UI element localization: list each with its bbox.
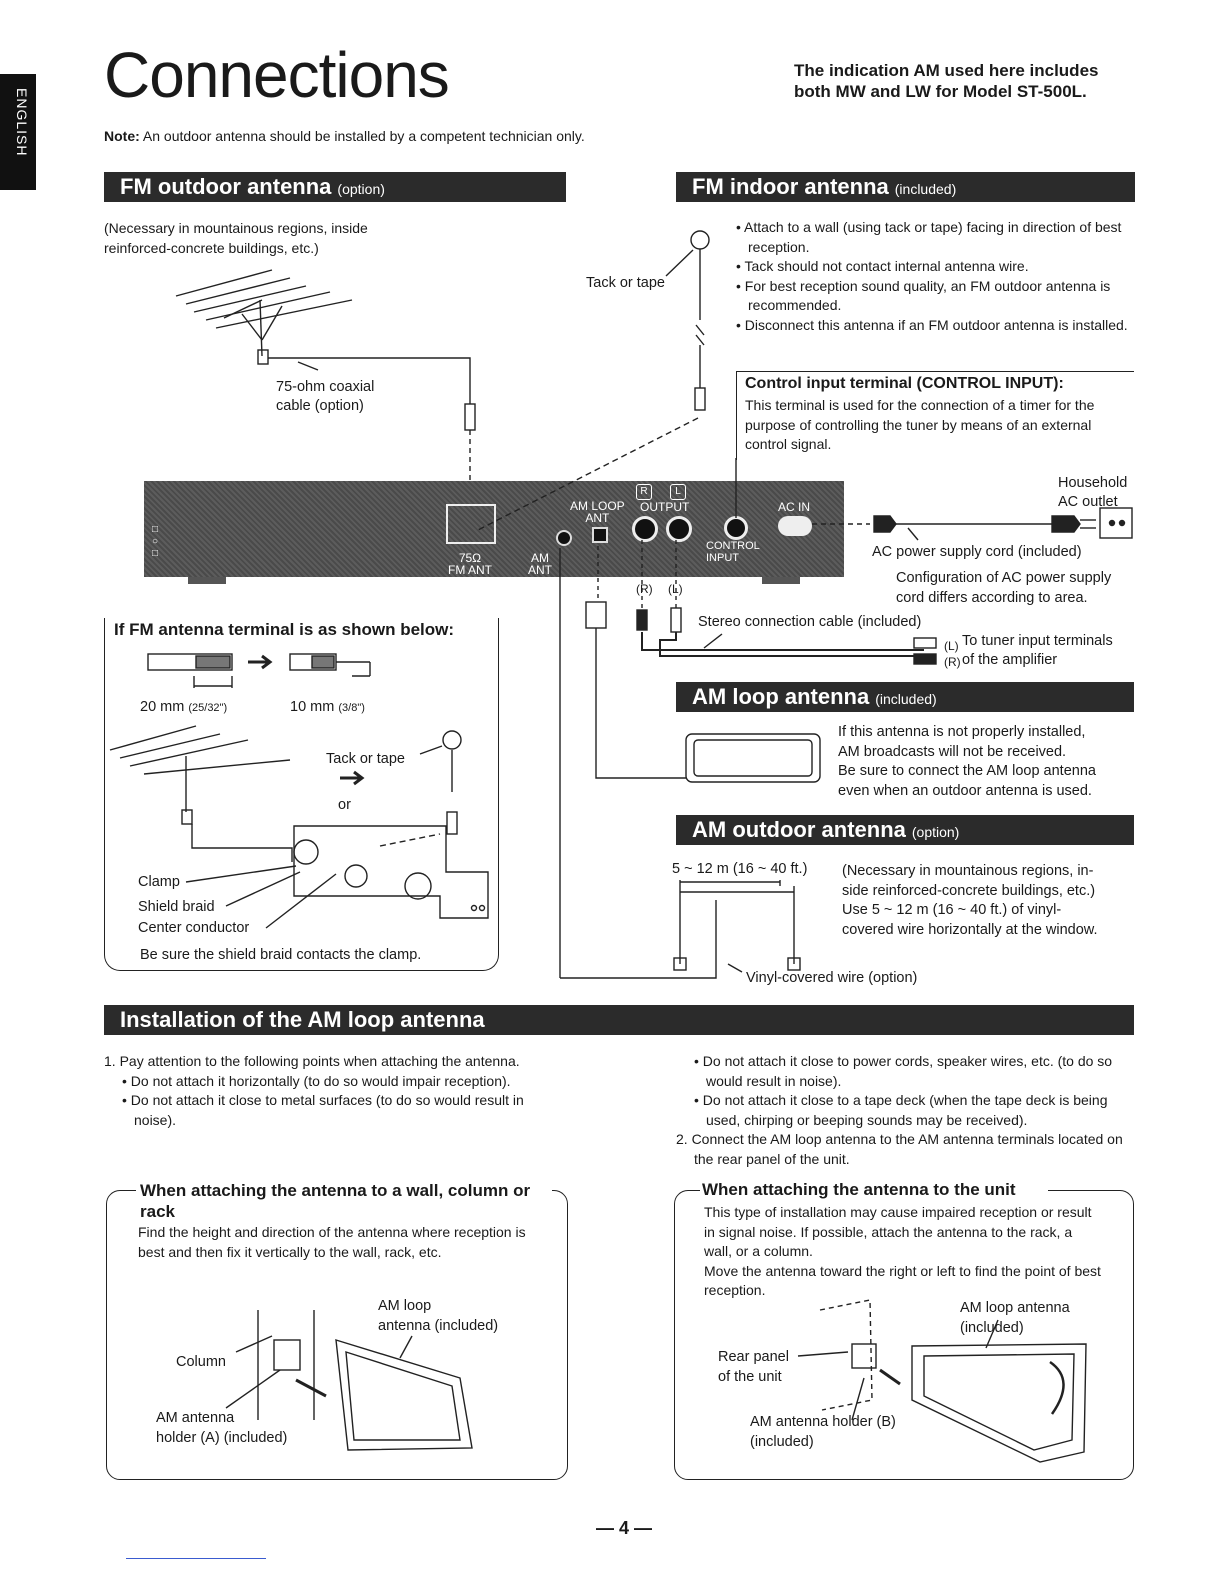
fm-indoor-lead: [478, 418, 698, 530]
rca-plug-r-icon: [637, 610, 647, 630]
installation-heading: Installation of the AM loop antenna: [104, 1005, 1134, 1035]
center-conductor-label: Center conductor: [138, 920, 250, 936]
technician-note: Note: An outdoor antenna should be installed by a competent technician only.: [104, 128, 585, 144]
output-l-badge: L: [670, 484, 686, 500]
strip-10mm-label: 10 mm (3/8"): [290, 699, 365, 715]
fm-indoor-bullets: • Attach to a wall (using tack or tape) facing in direction of best reception. • Tack should not contact internal antenna wire. • For best reception sound quality, an FM outdoor antenna is recommended. • Disconnect this antenna if an FM outdoor antenna is installed.: [736, 219, 1128, 333]
am-outdoor-text: (Necessary in mountainous regions, in- side reinforced-concrete buildings, etc.) Use 5 ~ 12 m (16 ~ 40 ft.) of vinyl- covered wire horizontally at the window.: [842, 863, 1098, 938]
to-tuner-label: To tuner input terminals of the amplifier: [962, 633, 1113, 668]
column-label: Column: [176, 1354, 226, 1370]
stereo-l-label: (L): [668, 582, 683, 596]
coaxial-cable-label: 75-ohm coaxial cable (option): [276, 379, 375, 414]
fm-indoor-tack-label: Tack or tape: [586, 275, 665, 291]
household-outlet-label: Household AC outlet: [1058, 475, 1128, 510]
ac-in-label: AC IN: [778, 500, 811, 514]
strip-20mm-label: 20 mm (25/32"): [140, 699, 228, 715]
holder-b-icon: [852, 1344, 876, 1368]
am-outdoor-lead: [560, 900, 716, 978]
stereo-cable-label: Stereo connection cable (included): [698, 614, 922, 630]
am-loop-ant-label: AM LOOP ANT: [570, 499, 625, 525]
unit-attach-text: This type of installation may cause impaired reception or result in signal noise. If possible, attach the antenna to the rack, a wall, or a column. Move the antenna toward the right or left to find the point of best reception.: [704, 1204, 1101, 1298]
fm-terminal-tack-label: Tack or tape: [326, 751, 405, 767]
fm-outdoor-heading: FM outdoor antenna (option): [104, 172, 566, 202]
am-loop-text: If this antenna is not properly installed, AM broadcasts will not be received. Be sure to connect the AM loop antenna even when an outdoor antenna is used.: [838, 724, 1096, 799]
install-left-column: 1. Pay attention to the following points when attaching the antenna. • Do not attach it horizontally (to do so would impair reception). • Do not attach it close to metal surfaces (to do so would result in noise).: [104, 1053, 524, 1128]
coax-plug-icon: [465, 404, 475, 430]
control-input-box: Control input terminal (CONTROL INPUT): This terminal is used for the connection of a timer for the purpose of controlling the tuner by means of an external control signal.: [736, 371, 1134, 460]
language-tab-label: ENGLISH: [14, 88, 30, 157]
ac-plug-icon: [874, 516, 896, 532]
am-ant-label: AM ANT: [528, 551, 552, 577]
install-right-column: • Do not attach it close to power cords, speaker wires, etc. (to do so would result in noise). • Do not attach it close to a tape deck (when the tape deck is being used, chirping or beeping sounds may be received). 2. Connect the AM loop antenna to the AM antenna terminals located on the rear panel of the unit.: [676, 1053, 1123, 1167]
am-loop-antenna-icon: [686, 734, 820, 782]
fm-terminal-heading: If FM antenna terminal is as shown below:: [114, 620, 455, 639]
am-outdoor-length: 5 ~ 12 m (16 ~ 40 ft.): [672, 861, 808, 877]
rear-panel-icon: [820, 1300, 872, 1410]
fm-ant-label: 75Ω FM ANT: [448, 551, 492, 577]
page-title: Connections: [104, 39, 449, 111]
ac-outlet-icon: [1100, 508, 1132, 538]
am-indication-note: The indication AM used here includes both MW and LW for Model ST-500L.: [794, 61, 1099, 101]
wall-attach-text: Find the height and direction of the antenna where reception is best and then fix it vertically to the wall, rack, etc.: [138, 1224, 526, 1260]
holder-a-label: AM antenna holder (A) (included): [156, 1410, 288, 1446]
am-loop-heading: AM loop antenna (included): [676, 682, 1134, 712]
ac-cord-label: AC power supply cord (included): [872, 544, 1082, 560]
unit-attach-heading: When attaching the antenna to the unit: [700, 1179, 1048, 1200]
output-label: OUTPUT: [640, 500, 690, 514]
stereo-r-label: (R): [636, 582, 653, 596]
holder-b-label: AM antenna holder (B) (included): [750, 1414, 896, 1450]
shield-braid-label: Shield braid: [138, 899, 215, 915]
am-loop-connector-icon: [586, 602, 606, 628]
control-input-label: CONTROL INPUT: [706, 540, 760, 564]
fm-terminal-plate-icon: [294, 826, 488, 918]
wall-am-loop-label: AM loop antenna (included): [378, 1298, 499, 1334]
fm-outdoor-description: (Necessary in mountainous regions, inside reinforced-concrete buildings, etc.): [104, 220, 368, 256]
unit-am-loop-label: AM loop antenna (included): [960, 1300, 1070, 1336]
output-r-badge: R: [636, 484, 652, 500]
panel-ventilation: □ ○ □: [152, 524, 159, 559]
page-number: — 4 —: [596, 1518, 653, 1538]
fm-indoor-antenna-icon: [666, 231, 709, 410]
wall-am-loop-icon: [336, 1340, 472, 1450]
clamp-label: Clamp: [138, 874, 180, 890]
coax-cable: [268, 358, 470, 404]
ac-config-label: Configuration of AC power supply cord differs according to area.: [896, 570, 1112, 606]
fm-yagi-antenna-icon: [176, 270, 352, 364]
shield-contact-note: Be sure the shield braid contacts the clamp.: [140, 947, 422, 963]
stereo-out-r: (R): [944, 655, 961, 669]
fm-indoor-heading: FM indoor antenna (included): [676, 172, 1135, 202]
stereo-out-l: (L): [944, 639, 959, 653]
vinyl-wire-label: Vinyl-covered wire (option): [746, 970, 918, 986]
am-outdoor-heading: AM outdoor antenna (option): [676, 815, 1134, 845]
holder-a-icon: [274, 1340, 300, 1370]
rear-panel-label: Rear panel of the unit: [718, 1349, 789, 1385]
fm-terminal-or-label: or: [338, 797, 351, 813]
wall-attach-heading: When attaching the antenna to a wall, column or rack: [136, 1180, 552, 1222]
